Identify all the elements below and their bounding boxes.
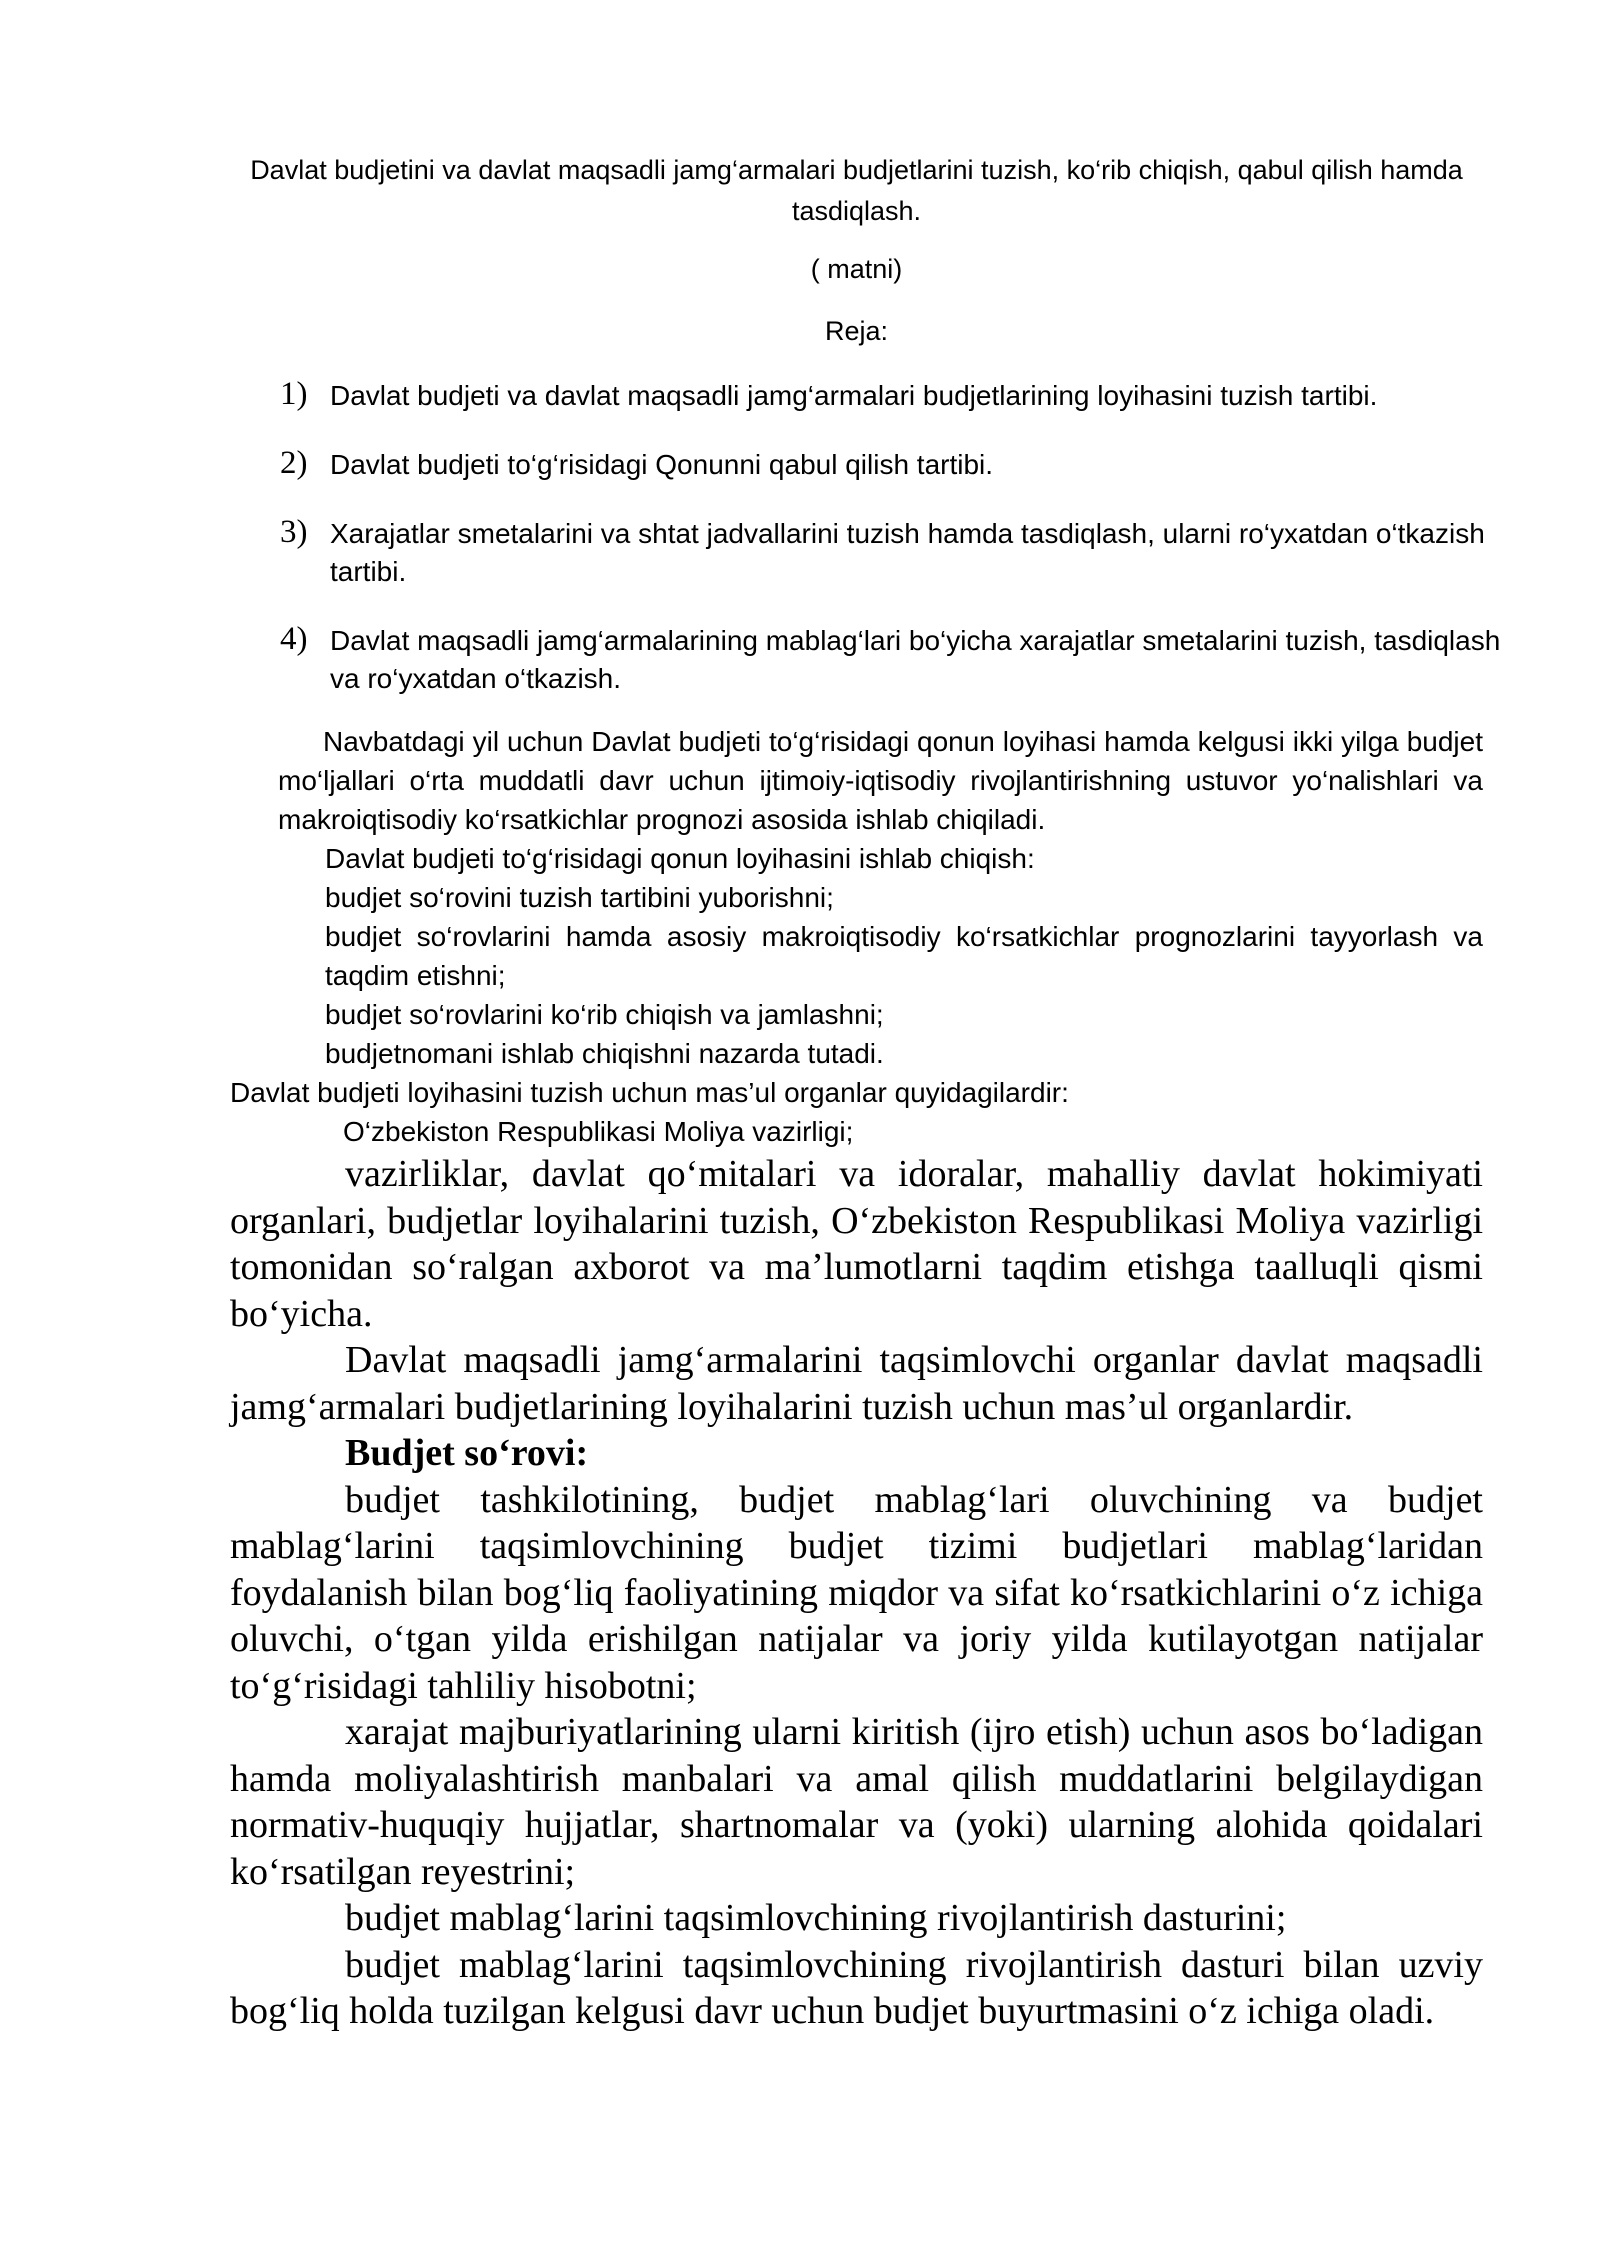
body-sans-section (230, 722, 1483, 1151)
paragraph-ministries: vazirliklar, davlat qo‘mitalari va idoralar, mahalliy davlat hokimiyati organlari, budjetlar loyihalarini tuzish, O‘zbekiston Respublikasi Moliya vazirligi tomonidan so‘ralgan axborot va ma’lumotlarni taqdim etishga taalluqli qismi bo‘yicha. (230, 1153, 1483, 1335)
paragraph-analytical-report: budjet tashkilotining, budjet mablag‘lari oluvchining va budjet mablag‘larini taqsimlovchining budjet tizimi budjetlari mablag‘laridan foydalanish bilan bog‘liq faoliyatining miqdor va sifat ko‘rsatkichlarini o‘z ichiga oluvchi, o‘tgan yilda erishilgan natijalar va joriy yilda kutilayotgan natijalar to‘g‘risidagi tahliliy hisobotni; (230, 1478, 1483, 1707)
plan-item-3 (230, 515, 1503, 591)
paragraph-development-program: budjet mablag‘larini taqsimlovchining rivojlantirish dasturini; (345, 1897, 1287, 1939)
paragraph-budget-note: budjetnomani ishlab chiqishni nazarda tutadi. (325, 1038, 884, 1069)
paragraph-budget-order: budjet mablag‘larini taqsimlovchining rivojlantirish dasturi bilan uzviy bog‘liq holda tuzilgan kelgusi davr uchun budjet buyurtmasini o‘z ichiga oladi. (230, 1943, 1483, 2032)
plan-list (230, 377, 1503, 698)
paragraph-target-funds: Davlat maqsadli jamg‘armalarini taqsimlovchi organlar davlat maqsadli jamg‘armalari budjetlarining loyihalarini tuzish uchun mas’ul organlardir. (230, 1339, 1483, 1428)
budget-request-heading: Budjet so‘rovi: (345, 1432, 589, 1474)
plan-item-4-number: 4) (280, 621, 308, 657)
plan-heading: Reja: (824, 316, 889, 346)
plan-item-1-text: Davlat budjeti va davlat maqsadli jamg‘armalari budjetlarining loyihasini tuzish tartibi. (330, 380, 1378, 411)
plan-item-2-text: Davlat budjeti to‘g‘risidagi Qonunni qabul qilish tartibi. (330, 449, 994, 480)
paragraph-law-development: Davlat budjeti to‘g‘risidagi qonun loyihasini ishlab chiqish: (325, 843, 1035, 874)
plan-item-4-text: Davlat maqsadli jamg‘armalarining mablag‘lari bo‘yicha xarajatlar smetalarini tuzish, tasdiqlash va ro‘yxatdan o‘tkazish. (330, 625, 1501, 694)
body-serif-section (230, 1151, 1483, 2035)
plan-item-3-text: Xarajatlar smetalarini va shtat jadvallarini tuzish hamda tasdiqlash, ularni ro‘yxatdan o‘tkazish tartibi. (330, 518, 1485, 587)
plan-item-2-number: 2) (280, 445, 308, 481)
plan-item-4 (230, 622, 1503, 698)
paragraph-budget-law-draft: Navbatdagi yil uchun Davlat budjeti to‘g‘risidagi qonun loyihasi hamda kelgusi ikki yilga budjet mo‘ljallari o‘rta muddatli davr uchun ijtimoiy-iqtisodiy rivojlantirishning ustuvor yo‘nalishlari va makroiqtisodiy ko‘rsatkichlar prognozi asosida ishlab chiqiladi. (278, 726, 1483, 835)
plan-item-2 (230, 446, 1503, 484)
paragraph-expense-registry: xarajat majburiyatlarining ularni kiritish (ijro etish) uchun asos bo‘ladigan hamda moliyalashtirish manbalari va amal qilish muddatlarini belgilaydigan normativ-huquqiy hujjatlar, shartnomalar va (yoki) ularning alohida qoidalari ko‘rsatilgan reyestrini; (230, 1711, 1483, 1893)
paragraph-finance-ministry: O‘zbekiston Respublikasi Moliya vazirligi; (343, 1116, 854, 1147)
paragraph-requests-review: budjet so‘rovlarini ko‘rib chiqish va jamlashni; (325, 999, 884, 1030)
plan-item-1-number: 1) (280, 376, 308, 412)
document-subtitle: ( matni) (810, 254, 903, 284)
paragraph-responsible-bodies: Davlat budjeti loyihasini tuzish uchun mas’ul organlar quyidagilardir: (230, 1077, 1069, 1108)
page-title: Davlat budjetini va davlat maqsadli jamg‘armalari budjetlarini tuzish, ko‘rib chiqish, qabul qilish hamda tasdiqlash. (250, 155, 1463, 226)
paragraph-forecasts-prepare: budjet so‘rovlarini hamda asosiy makroiqtisodiy ko‘rsatkichlar prognozlarini tayyorlash va taqdim etishni; (325, 921, 1483, 991)
paragraph-budget-request-send: budjet so‘rovini tuzish tartibini yuborishni; (325, 882, 834, 913)
plan-item-3-number: 3) (280, 514, 308, 550)
plan-item-1 (230, 377, 1503, 415)
